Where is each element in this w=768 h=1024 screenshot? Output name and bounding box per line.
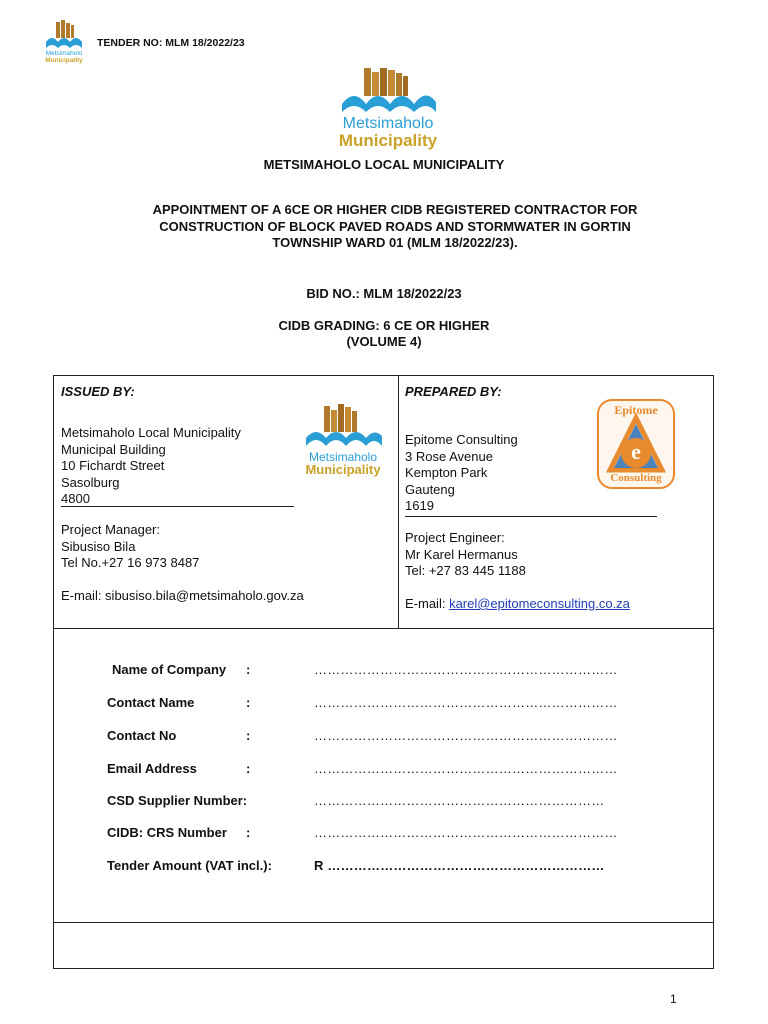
csd-supplier-label: CSD Supplier Number: <box>107 793 248 808</box>
contact-no-field[interactable]: …………………………………………………………… <box>314 728 618 743</box>
field-colon: : <box>246 662 251 677</box>
column-divider <box>398 375 399 628</box>
email-prefix: E-mail: <box>405 596 450 611</box>
tender-number: TENDER NO: MLM 18/2022/23 <box>97 37 245 49</box>
contact-line: Project Engineer: <box>405 530 505 545</box>
prepared-by-heading: PREPARED BY: <box>405 384 502 399</box>
logo-text-line1: Metsimaholo <box>342 115 434 132</box>
municipality-logo <box>332 68 444 152</box>
contact-name-label: Contact Name <box>107 695 195 710</box>
epitome-logo-letter: e <box>631 439 641 464</box>
field-colon: : <box>246 825 251 840</box>
prepared-by-address <box>405 432 518 515</box>
address-line: Municipal Building <box>61 441 166 457</box>
address-underline <box>61 506 294 507</box>
address-line: 3 Rose Avenue <box>405 448 493 464</box>
contact-line: Tel No.+27 16 973 8487 <box>61 555 200 570</box>
table-divider <box>53 922 714 923</box>
contact-line: Project Manager: <box>61 522 160 537</box>
tender-amount-field[interactable]: R ……………………………………………………… <box>314 858 605 873</box>
address-line: Sasolburg <box>61 474 120 490</box>
company-name-field[interactable]: …………………………………………………………… <box>314 662 618 677</box>
address-line: Metsimaholo Local Municipality <box>61 425 241 440</box>
address-line: Kempton Park <box>405 465 488 480</box>
municipality-logo-issued <box>298 404 388 482</box>
email-link[interactable]: karel@epitomeconsulting.co.za <box>449 596 630 611</box>
contact-line: Tel: +27 83 445 1188 <box>405 563 526 578</box>
organisation-title: METSIMAHOLO LOCAL MUNICIPALITY <box>263 157 505 172</box>
table-divider <box>53 628 714 629</box>
address-line: 10 Fichardt Street <box>61 458 165 473</box>
field-colon: : <box>246 761 251 776</box>
volume-line: (VOLUME 4) <box>346 334 422 349</box>
tender-amount-label: Tender Amount (VAT incl.): <box>107 858 272 873</box>
epitome-logo-bottom: Consulting <box>610 472 662 484</box>
field-colon: : <box>246 728 251 743</box>
issued-by-contact <box>61 522 199 572</box>
logo-text-line2: Municipality <box>338 131 438 150</box>
csd-supplier-field[interactable]: ………………………………………………………… <box>314 793 605 808</box>
appointment-line-3: TOWNSHIP WARD 01 (MLM 18/2022/23). <box>272 235 518 250</box>
appointment-title <box>110 202 680 252</box>
issued-logo-text-1: Metsimaholo <box>308 450 378 464</box>
cidb-grading <box>0 318 768 350</box>
epitome-logo-top: Epitome <box>614 403 658 417</box>
email-address-field[interactable]: …………………………………………………………… <box>314 761 618 776</box>
cidb-grading-line: CIDB GRADING: 6 CE OR HIGHER <box>278 318 490 333</box>
address-underline <box>405 516 657 517</box>
prepared-by-contact <box>405 530 526 580</box>
field-colon: : <box>246 695 251 710</box>
page-number: 1 <box>670 992 677 1006</box>
address-line: Gauteng <box>405 481 455 497</box>
contact-line: Mr Karel Hermanus <box>405 546 518 562</box>
company-name-label: Name of Company <box>112 662 227 677</box>
prepared-by-email <box>405 596 630 613</box>
email-address-label: Email Address <box>107 761 197 776</box>
issued-by-address <box>61 425 241 508</box>
contact-line: Sibusiso Bila <box>61 538 136 554</box>
appointment-line-2: CONSTRUCTION OF BLOCK PAVED ROADS AND STORMWATER IN GORTIN <box>159 218 631 234</box>
bid-number: BID NO.: MLM 18/2022/23 <box>306 286 462 301</box>
epitome-logo <box>596 398 676 490</box>
small-logo-text-2: Municipality <box>45 57 83 64</box>
issued-logo-text-2: Municipality <box>305 462 381 477</box>
municipality-logo-small <box>40 20 88 66</box>
small-logo-text-1: Metsimaholo <box>45 50 83 57</box>
cidb-crs-label: CIDB: CRS Number <box>107 825 227 840</box>
contact-name-field[interactable]: …………………………………………………………… <box>314 695 618 710</box>
issued-by-email: E-mail: sibusiso.bila@metsimaholo.gov.za <box>61 588 304 603</box>
address-line: 1619 <box>405 498 434 513</box>
contact-no-label: Contact No <box>107 728 177 743</box>
address-line: Epitome Consulting <box>405 432 518 447</box>
issued-by-heading: ISSUED BY: <box>61 384 135 399</box>
appointment-line-1: APPOINTMENT OF A 6CE OR HIGHER CIDB REGISTERED CONTRACTOR FOR <box>152 202 638 217</box>
cidb-crs-field[interactable]: …………………………………………………………… <box>314 825 618 840</box>
address-line: 4800 <box>61 491 90 506</box>
